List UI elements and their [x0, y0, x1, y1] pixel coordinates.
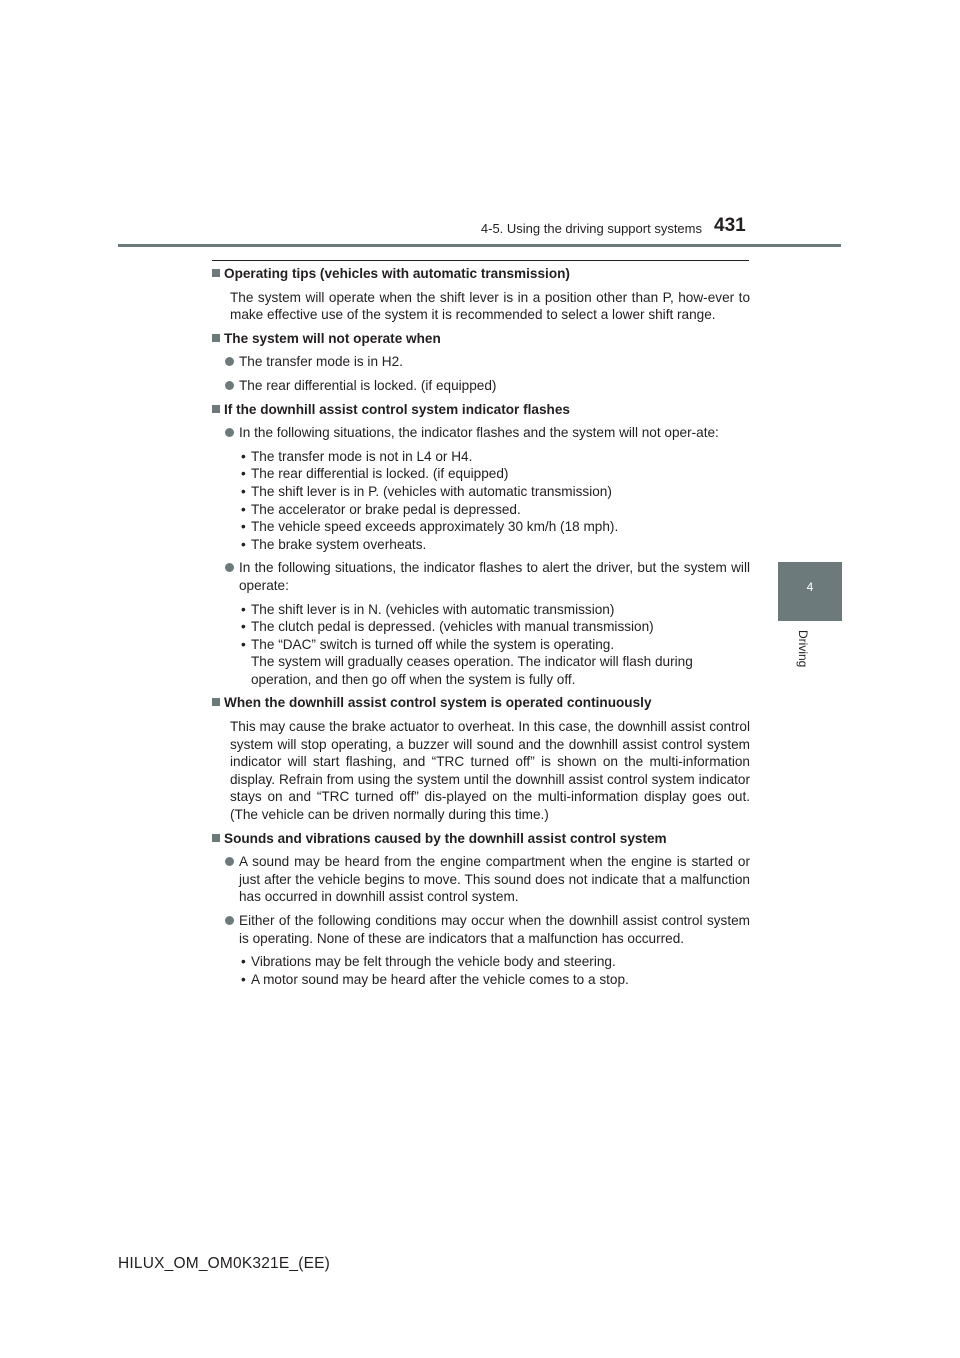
- content-top-rule: [212, 260, 749, 261]
- square-bullet-icon: [212, 834, 220, 842]
- list-item: [212, 912, 750, 947]
- sub-list-item: • The shift lever is in N. (vehicles with automatic transmission): [239, 601, 750, 619]
- section-tab-number: 4: [806, 580, 814, 594]
- bullet-text: In the following situations, the indicator flashes to alert the driver, but the system will operate:: [239, 560, 750, 593]
- chapter-title: 4-5. Using the driving support systems: [480, 221, 702, 236]
- square-bullet-icon: [212, 698, 220, 706]
- section-sounds-vibrations: [212, 830, 750, 989]
- sub-list-item: • A motor sound may be heard after the vehicle comes to a stop.: [239, 971, 750, 989]
- section-heading: [212, 401, 750, 419]
- bullet-text: The rear differential is locked. (if equipped): [239, 377, 497, 393]
- section-tab: [778, 562, 842, 621]
- section-heading: [212, 694, 750, 712]
- list-item: [212, 424, 750, 442]
- circle-bullet-icon: [225, 916, 234, 925]
- sub-list: [239, 448, 750, 554]
- section-tab-label: Driving: [796, 630, 810, 668]
- sub-list-item: • The accelerator or brake pedal is depressed.: [239, 501, 750, 519]
- section-heading: [212, 265, 750, 283]
- bullet-text: Either of the following conditions may occur when the downhill assist control system is operating. None of these are indicators that a malfunction has occurred.: [239, 913, 750, 946]
- sub-list-item-text: The “DAC” switch is turned off while the system is operating.: [251, 636, 615, 652]
- bullet-text: In the following situations, the indicator flashes and the system will not oper-ate:: [239, 425, 719, 441]
- section-will-not-operate: [212, 330, 750, 395]
- list-item: [212, 853, 750, 906]
- heading-text: The system will not operate when: [224, 330, 441, 346]
- sub-list-item-note: The system will gradually ceases operation. The indicator will flash during operation, and then go off when the system is fully off.: [251, 654, 693, 687]
- circle-bullet-icon: [225, 428, 234, 437]
- section-operating-tips: [212, 265, 750, 324]
- section-paragraph: The system will operate when the shift lever is in a position other than P, how-ever to make effective use of the system it is recommended to select a lower shift range.: [230, 289, 750, 323]
- circle-bullet-icon: [225, 563, 234, 572]
- bullet-text: A sound may be heard from the engine compartment when the engine is started or just after the vehicle begins to move. This sound does not indicate that a malfunction has occurred in downhill assist control system.: [239, 854, 750, 905]
- heading-text: Sounds and vibrations caused by the downhill assist control system: [224, 830, 667, 846]
- sub-list: [239, 953, 750, 988]
- sub-list: [239, 601, 750, 689]
- page-number: 431: [714, 215, 746, 236]
- heading-text: If the downhill assist control system indicator flashes: [224, 401, 570, 417]
- circle-bullet-icon: [225, 381, 234, 390]
- section-heading: [212, 830, 750, 848]
- sub-list-item: • The clutch pedal is depressed. (vehicles with manual transmission): [239, 618, 750, 636]
- header-rule: [118, 244, 841, 247]
- square-bullet-icon: [212, 269, 220, 277]
- bullet-text: The transfer mode is in H2.: [239, 354, 403, 370]
- section-paragraph: This may cause the brake actuator to overheat. In this case, the downhill assist control system will stop operating, a buzzer will sound and the downhill assist control system indicator will start flashing, and “TRC turned off” is shown on the multi-information display. Refrain from using the system until the downhill assist control system indicator stays on and “TRC turned off” dis-played on the multi-information display goes out. (The vehicle can be driven normally during this time.): [230, 719, 750, 823]
- sub-list-item: • The transfer mode is not in L4 or H4.: [239, 448, 750, 466]
- sub-list-item: • The brake system overheats.: [239, 536, 750, 554]
- heading-text: When the downhill assist control system is operated continuously: [224, 695, 652, 711]
- circle-bullet-icon: [225, 357, 234, 366]
- section-operated-continuously: [212, 694, 750, 823]
- document-code: HILUX_OM_OM0K321E_(EE): [118, 1255, 331, 1272]
- section-heading: [212, 330, 750, 348]
- list-item: [212, 377, 750, 395]
- heading-text: Operating tips (vehicles with automatic transmission): [224, 266, 570, 281]
- square-bullet-icon: [212, 334, 220, 342]
- list-item: [212, 559, 750, 594]
- list-item: [212, 353, 750, 371]
- sub-list-item: • The shift lever is in P. (vehicles with automatic transmission): [239, 483, 750, 501]
- sub-list-item: • The vehicle speed exceeds approximately 30 km/h (18 mph).: [239, 518, 750, 536]
- sub-list-item: • Vibrations may be felt through the vehicle body and steering.: [239, 953, 750, 971]
- square-bullet-icon: [212, 405, 220, 413]
- page-content: [212, 265, 750, 994]
- section-indicator-flashes: [212, 401, 750, 689]
- circle-bullet-icon: [225, 857, 234, 866]
- sub-list-item: • The rear differential is locked. (if equipped): [239, 465, 750, 483]
- sub-list-item: [239, 636, 750, 689]
